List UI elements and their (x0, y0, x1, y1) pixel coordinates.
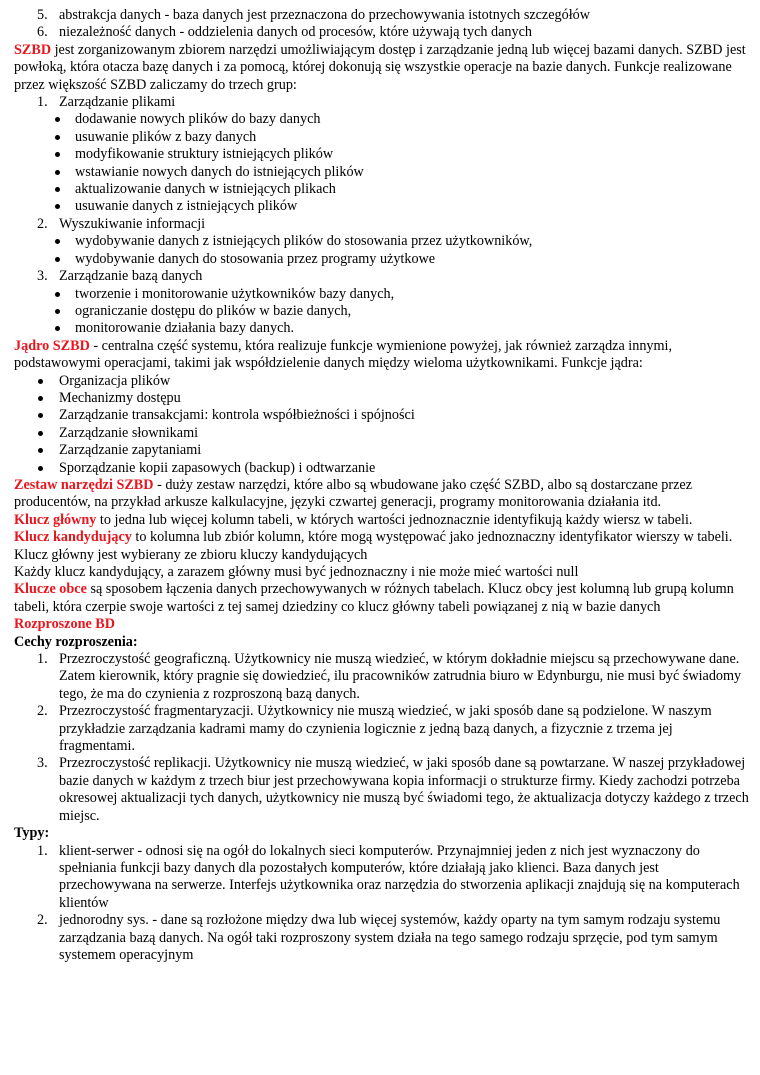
list-item: Zarządzanie transakcjami: kontrola współbieżności i spójności (14, 407, 752, 424)
list-item: Zarządzanie słownikami (14, 425, 752, 442)
jadro-functions-list (14, 373, 752, 477)
list-item: dodawanie nowych plików do bazy danych (14, 111, 752, 128)
jadro-paragraph: Jądro SZBD - centralna część systemu, która realizuje funkcje wymienione powyżej, jak również zarządza innymi, podstawowymi operacjami, takimi jak współdzielenie danych między wieloma użytkownikami. Funkcje jądra: (14, 337, 673, 372)
group-zarzadzanie-plikami: 1. Zarządzanie plikami (37, 94, 176, 111)
list-item: usuwanie danych z istniejących plików (14, 198, 752, 215)
list-item: usuwanie plików z bazy danych (14, 129, 752, 146)
zestaw-paragraph: Zestaw narzędzi SZBD - duży zestaw narzędzi, które albo są wbudowane jako część SZBD, albo są dostarczane przez producentów, na przykład arkusze kalkulacyjne, języki czwartej generacji, programy monitorowania działania itd. (14, 476, 693, 511)
klucz-kandydujacy-term: Klucz kandydujący (14, 529, 132, 546)
klucz-glowny-paragraph: Klucz główny to jedna lub więcej kolumn tabeli, w których wartości jednoznacznie identyfikują każdy wiersz w tabeli. (14, 511, 693, 528)
list-item: 2. Przezroczystość fragmentaryzacji. Użytkownicy nie muszą wiedzieć, w jaki sposób dane są podzielone. W naszym przykładzie zarządzania kadrami mamy do czynienia logicznie z jedną bazą danych, a fizycznie z trzema jej fragmentami. (37, 703, 712, 755)
document-page (14, 7, 752, 964)
list-item: monitorowanie działania bazy danych. (14, 320, 752, 337)
list-item: 3. Przezroczystość replikacji. Użytkownicy nie muszą wiedzieć, w jaki sposób dane są powtarzane. W naszej przykładowej bazie danych w każdym z trzech biur jest przechowywana kopia informacji o strukturze firmy. Kiedy zachodzi potrzeba okresowej aktualizacji tych danych, użytkownicy nie muszą być świadomi tego, że aktualizacja dotyczy każdego z trzech miejsc. (37, 755, 749, 824)
list-item: aktualizowanie danych w istniejących plikach (14, 181, 752, 198)
list-item: 2. jednorodny sys. - dane są rozłożone między dwa lub więcej systemów, każdy oparty na tym samym rodzaju systemu zarządzania bazą danych. Na ogół taki rozproszony system działa na tego samego rodzaju sprzęcie, pod tym samym systemem operacyjnym (37, 912, 721, 963)
list-item: wydobywanie danych do stosowania przez programy użytkowe (14, 251, 752, 268)
list-item: wydobywanie danych z istniejących plików do stosowania przez użytkowników, (14, 233, 752, 250)
klucz-kandydujacy-note: Każdy klucz kandydujący, a zarazem główny musi być jednoznaczny i nie może mieć wartości null (14, 564, 579, 580)
szbd-groups-list (14, 94, 752, 111)
szbd-paragraph: SZBD jest zorganizowanym zbiorem narzędzi umożliwiającym dostęp i zarządzanie jedną lub więcej bazami danych. SZBD jest powłoką, która otacza bazę danych i za pomocą, której dokonują się wszystkie operacje na bazie danych. Funkcje realizowane przez większość SZBD zaliczamy do trzech grup: (14, 41, 746, 93)
szbd-term: SZBD (14, 41, 52, 58)
group-3-bullets (14, 286, 752, 338)
list-item: ograniczanie dostępu do plików w bazie danych, (14, 303, 752, 320)
klucze-obce-paragraph: Klucze obce są sposobem łączenia danych przechowywanych w różnych tabelach. Klucz obcy jest kolumną lub grupą kolumn tabeli, która czerpie swoje wartości z tej samej dziedziny co klucz główny tabeli powiązanej z nią w bazie danych (14, 581, 734, 615)
list-item: 6. niezależność danych - oddzielenia danych od procesów, które używają tych danych (37, 24, 532, 41)
klucze-obce-term: Klucze obce (14, 581, 87, 598)
cechy-list (14, 651, 752, 825)
top-numbered-list (14, 7, 752, 42)
group-zarzadzanie-baza: 3. Zarządzanie bazą danych (37, 268, 203, 285)
rozproszone-heading: Rozproszone BD (14, 616, 116, 633)
list-item: tworzenie i monitorowanie użytkowników bazy danych, (14, 286, 752, 303)
list-item: Zarządzanie zapytaniami (14, 442, 752, 459)
list-item: 5. abstrakcja danych - baza danych jest przeznaczona do przechowywania istotnych szczegółów (37, 7, 590, 23)
jadro-term: Jądro SZBD (14, 337, 90, 354)
list-item: 1. Przezroczystość geograficzną. Użytkownicy nie muszą wiedzieć, w którym dokładnie miejscu są przechowywane dane. Zatem kierownik, który pragnie się dowiedzieć, ilu pracowników zatrudnia biuro w Edynburgu, nie musi być świadomy tego, że ma do czynienia z rozproszoną bazą danych. (37, 651, 742, 702)
group-1-bullets (14, 111, 752, 215)
list-item: 1. klient-serwer - odnosi się na ogół do lokalnych sieci komputerów. Przynajmniej jeden z nich jest wyznaczony do spełniania funkcji bazy danych dla pozostałych komputerów, które działają jako klienci. Baza danych jest przechowywana na serwerze. Interfejs użytkownika oraz narzędzia do stworzenia aplikacji znajdują się na komputerach klientów (37, 842, 740, 911)
klucz-glowny-term: Klucz główny (14, 511, 97, 528)
list-item: Organizacja plików (14, 373, 752, 390)
klucz-kandydujacy-paragraph: Klucz kandydujący to kolumna lub zbiór kolumn, które mogą występować jako jednoznaczny identyfikator wierszy w tabeli. Klucz główny jest wybierany ze zbioru kluczy kandydujących (14, 529, 733, 563)
group-wyszukiwanie-informacji: 2. Wyszukiwanie informacji (37, 215, 206, 232)
zestaw-term: Zestaw narzędzi SZBD (14, 476, 154, 493)
typy-heading: Typy: (14, 825, 50, 842)
list-item: Sporządzanie kopii zapasowych (backup) i odtwarzanie (14, 460, 752, 477)
typy-list (14, 843, 752, 965)
group-2-bullets (14, 233, 752, 268)
cechy-heading: Cechy rozproszenia: (14, 633, 138, 650)
list-item: modyfikowanie struktury istniejących plików (14, 146, 752, 163)
list-item: Mechanizmy dostępu (14, 390, 752, 407)
list-item: wstawianie nowych danych do istniejących plików (14, 164, 752, 181)
